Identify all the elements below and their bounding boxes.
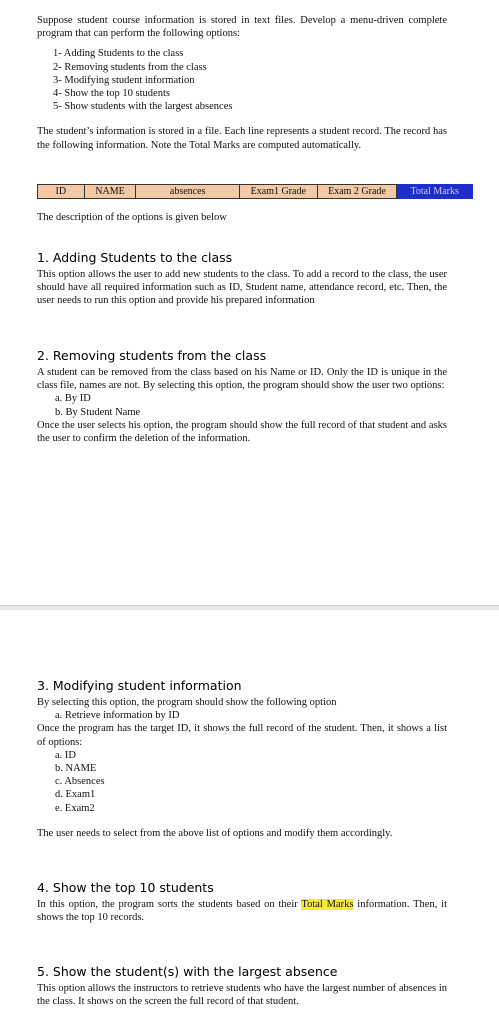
section-1 xyxy=(37,250,447,308)
modify-options-list xyxy=(37,749,447,815)
section-body: A student can be removed from the class based on his Name or ID. Only the ID is unique in the class file, names are not. By selecting this option, the program should show the user two options: xyxy=(37,367,447,392)
list-item: d. Exam1 xyxy=(55,789,96,801)
option-item: 4- Show the top 10 students xyxy=(53,88,170,100)
intro-text: Suppose student course information is stored in text files. Develop a menu-driven complete program that can perform the following options: xyxy=(37,15,447,40)
options-list xyxy=(53,47,447,113)
option-item: 5- Show students with the largest absences xyxy=(53,101,233,113)
document-page-2 xyxy=(0,610,499,1012)
section-heading: 3. Modifying student information xyxy=(37,678,242,693)
list-item: a. ID xyxy=(55,749,76,761)
section-5 xyxy=(37,964,447,1008)
list-item: c. Absences xyxy=(55,776,105,788)
section-heading: 4. Show the top 10 students xyxy=(37,880,214,895)
intro-block xyxy=(37,14,447,152)
section-final: The user needs to select from the above list of options and modify them accordingly. xyxy=(37,827,393,839)
list-item: e. Exam2 xyxy=(55,802,95,814)
section-3 xyxy=(37,678,447,840)
section-body: This option allows the user to add new students to the class. To add a record to the class, the user should have all required information such as ID, Student name, attendance record, etc. Then, the user needs to run this option and provide his prepared information xyxy=(37,269,447,307)
section-body xyxy=(37,898,447,924)
col-id: ID xyxy=(38,185,85,199)
section-heading: 5. Show the student(s) with the largest absence xyxy=(37,964,338,979)
record-format-table xyxy=(37,184,473,199)
section-body-after: Once the program has the target ID, it shows the full record of the student. Then, it shows a list of options: xyxy=(37,723,447,748)
section-body: By selecting this option, the program should show the following option xyxy=(37,697,337,708)
section-2 xyxy=(37,348,447,445)
section-body: This option allows the instructors to retrieve students who have the largest number of absences in the class. It shows on the screen the full record of that student. xyxy=(37,983,447,1008)
body-text: information. Then, it shows the top 10 records. xyxy=(37,899,447,924)
list-item: a. By ID xyxy=(55,393,91,405)
option-item: 1- Adding Students to the class xyxy=(53,48,184,60)
body-text: In this option, the program sorts the students based on their xyxy=(37,899,302,910)
highlighted-text: Total Marks xyxy=(301,899,354,910)
col-exam2: Exam 2 Grade xyxy=(317,185,397,199)
desc-line: The description of the options is given below xyxy=(37,212,227,223)
desc-block xyxy=(37,211,447,224)
section-heading: 1. Adding Students to the class xyxy=(37,250,233,265)
option-item: 2- Removing students from the class xyxy=(53,61,207,73)
section-heading: 2. Removing students from the class xyxy=(37,348,267,363)
col-name: NAME xyxy=(84,185,136,199)
option-item: 3- Modifying student information xyxy=(53,74,195,86)
list-item: b. By Student Name xyxy=(55,406,141,418)
col-total-marks: Total Marks xyxy=(397,185,473,199)
remove-options-list xyxy=(37,392,447,418)
retrieve-option xyxy=(37,709,447,722)
col-absences: absences xyxy=(136,185,240,199)
list-item: b. NAME xyxy=(55,763,97,775)
file-description: The student’s information is stored in a file. Each line represents a student record. The record has the following information. Note the Total Marks are computed automatically. xyxy=(37,126,447,151)
section-4 xyxy=(37,880,447,924)
col-exam1: Exam1 Grade xyxy=(239,185,317,199)
section-body-after: Once the user selects his option, the program should show the full record of that student and asks the user to confirm the deletion of the information. xyxy=(37,419,447,445)
list-item: a. Retrieve information by ID xyxy=(55,710,180,722)
